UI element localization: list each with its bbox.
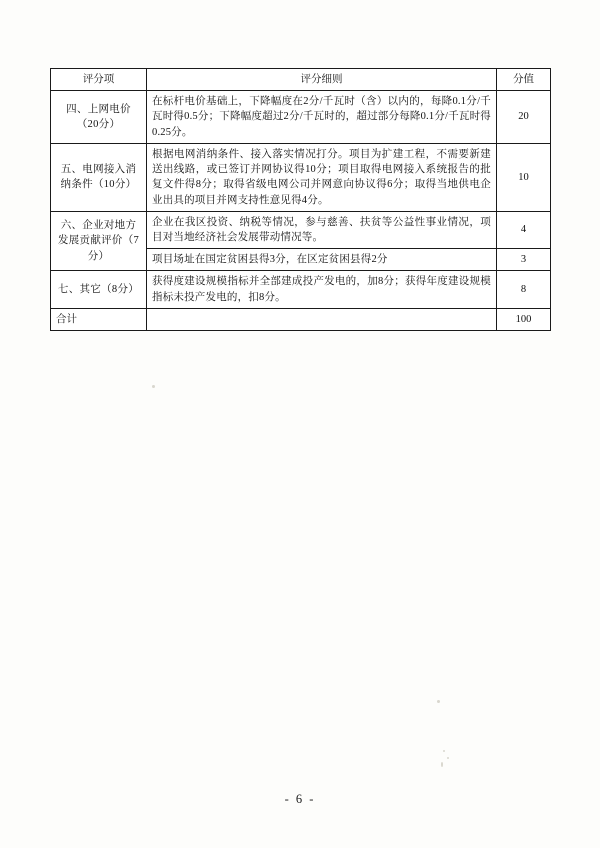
table-body bbox=[51, 91, 551, 331]
header-cell-item: 评分项 bbox=[51, 69, 147, 91]
row-detail: 获得度建设规模指标并全部建成投产发电的，加8分；获得年度建设规模指标未投产发电的，扣8分。 bbox=[147, 271, 497, 308]
paper-speck bbox=[152, 385, 155, 388]
table-header-row bbox=[51, 69, 551, 91]
row-score: 8 bbox=[497, 271, 551, 308]
row-item: 七、其它（8分） bbox=[51, 271, 147, 308]
table-row bbox=[51, 211, 551, 248]
total-score: 100 bbox=[497, 308, 551, 330]
header-cell-detail: 评分细则 bbox=[147, 69, 497, 91]
row-detail: 根据电网消纳条件、接入落实情况打分。项目为扩建工程，不需要新建送出线路，或已签订并网协议得10分；项目取得电网接入系统报告的批复文件得8分；取得省级电网公司并网意向协议得6分；取得当地供电企业出具的项目并网支持性意见得4分。 bbox=[147, 143, 497, 211]
paper-speck bbox=[447, 757, 449, 759]
table-total-row bbox=[51, 308, 551, 330]
table-row bbox=[51, 91, 551, 144]
row-score: 20 bbox=[497, 91, 551, 144]
row-item: 四、上网电价（20分） bbox=[51, 91, 147, 144]
row-item: 五、电网接入消纳条件（10分） bbox=[51, 143, 147, 211]
row-detail: 项目场址在国定贫困县得3分，在区定贫困县得2分 bbox=[147, 249, 497, 271]
paper-speck bbox=[441, 762, 443, 767]
table-row bbox=[51, 143, 551, 211]
header-cell-score: 分值 bbox=[497, 69, 551, 91]
row-detail: 企业在我区投资、纳税等情况，参与慈善、扶贫等公益性事业情况，项目对当地经济社会发展带动情况等。 bbox=[147, 211, 497, 248]
paper-speck bbox=[437, 700, 440, 703]
row-score: 10 bbox=[497, 143, 551, 211]
score-table bbox=[50, 68, 551, 331]
row-score: 3 bbox=[497, 249, 551, 271]
total-detail bbox=[147, 308, 497, 330]
row-score: 4 bbox=[497, 211, 551, 248]
score-table-container bbox=[50, 68, 550, 331]
paper-speck bbox=[443, 750, 445, 752]
table-header bbox=[51, 69, 551, 91]
row-detail: 在标杆电价基础上，下降幅度在2分/千瓦时（含）以内的，每降0.1分/千瓦时得0.5分；下降幅度超过2分/千瓦时的，超过部分每降0.1分/千瓦时得0.25分。 bbox=[147, 91, 497, 144]
page-number: - 6 - bbox=[284, 792, 316, 806]
total-label: 合计 bbox=[51, 308, 147, 330]
table-row bbox=[51, 271, 551, 308]
row-item: 六、企业对地方发展贡献评价（7分） bbox=[51, 211, 147, 271]
